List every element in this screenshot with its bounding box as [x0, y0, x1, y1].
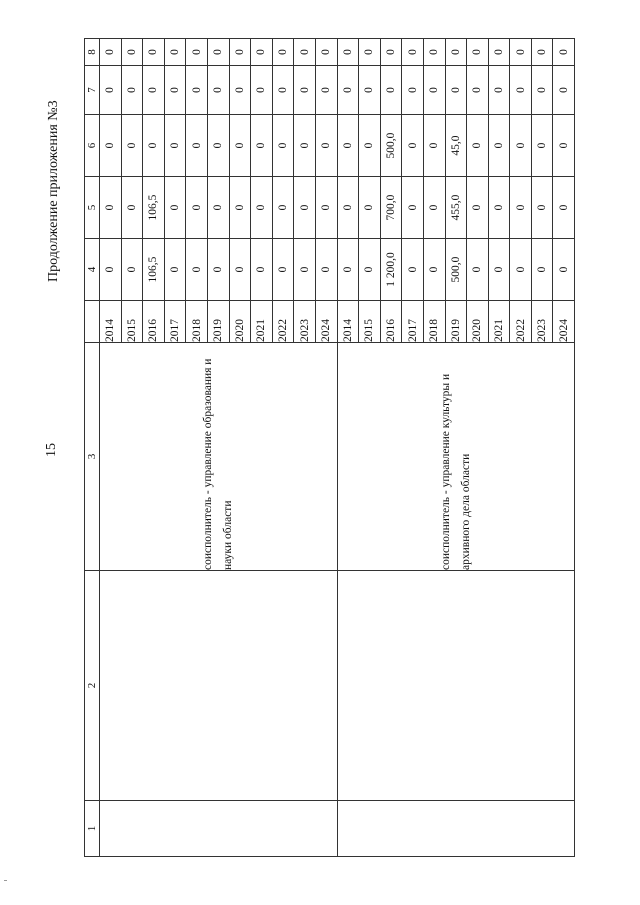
table-row: [100, 39, 122, 857]
value-col-8: 0: [423, 39, 445, 66]
appendix-table: [84, 38, 575, 857]
value-col-5: 0: [315, 177, 337, 239]
value-col-6: 0: [467, 115, 489, 177]
value-col-5: 0: [294, 177, 316, 239]
value-col-7: 0: [315, 66, 337, 115]
value-col-4: 0: [402, 239, 424, 301]
value-col-4: 0: [510, 239, 532, 301]
year-cell: 2024: [553, 301, 575, 343]
value-col-6: 0: [510, 115, 532, 177]
value-col-7: 0: [510, 66, 532, 115]
value-col-5: 0: [337, 177, 359, 239]
year-cell: 2014: [337, 301, 359, 343]
value-col-6: 0: [100, 115, 122, 177]
year-cell: 2014: [100, 301, 122, 343]
value-col-7: 0: [164, 66, 186, 115]
value-col-7: 0: [402, 66, 424, 115]
value-col-6: 0: [186, 115, 208, 177]
value-col-5: 0: [510, 177, 532, 239]
year-cell: 2020: [229, 301, 251, 343]
header-col-2: 2: [85, 571, 100, 801]
value-col-8: 0: [143, 39, 165, 66]
table-body: [100, 39, 575, 857]
value-col-8: 0: [553, 39, 575, 66]
value-col-8: 0: [251, 39, 273, 66]
value-col-6: 0: [402, 115, 424, 177]
group-col-2: [100, 571, 338, 801]
value-col-4: 0: [531, 239, 553, 301]
value-col-5: 0: [229, 177, 251, 239]
value-col-4: 0: [315, 239, 337, 301]
value-col-4: 500,0: [445, 239, 467, 301]
value-col-6: 0: [164, 115, 186, 177]
value-col-5: 0: [272, 177, 294, 239]
value-col-5: 106,5: [143, 177, 165, 239]
value-col-4: 1 200,0: [380, 239, 402, 301]
value-col-8: 0: [445, 39, 467, 66]
value-col-4: 0: [207, 239, 229, 301]
value-col-6: 0: [143, 115, 165, 177]
year-cell: 2015: [359, 301, 381, 343]
year-cell: 2018: [186, 301, 208, 343]
year-cell: 2022: [272, 301, 294, 343]
value-col-8: 0: [272, 39, 294, 66]
value-col-8: 0: [207, 39, 229, 66]
year-cell: 2023: [531, 301, 553, 343]
value-col-6: 0: [121, 115, 143, 177]
value-col-8: 0: [380, 39, 402, 66]
value-col-8: 0: [164, 39, 186, 66]
table-row: [337, 39, 359, 857]
value-col-4: 0: [272, 239, 294, 301]
year-cell: 2024: [315, 301, 337, 343]
value-col-4: 0: [553, 239, 575, 301]
value-col-6: 0: [553, 115, 575, 177]
value-col-4: 0: [251, 239, 273, 301]
value-col-4: 0: [423, 239, 445, 301]
value-col-6: 0: [207, 115, 229, 177]
value-col-6: 0: [272, 115, 294, 177]
value-col-6: 0: [423, 115, 445, 177]
value-col-8: 0: [488, 39, 510, 66]
year-cell: 2019: [207, 301, 229, 343]
value-col-5: 0: [251, 177, 273, 239]
header-row: [85, 39, 100, 857]
value-col-5: 0: [423, 177, 445, 239]
executor-cell: соисполнитель - управление культуры и архивного дела области: [337, 343, 575, 571]
header-col-8: 8: [85, 39, 100, 66]
header-col-3: 3: [85, 343, 100, 571]
value-col-4: 0: [186, 239, 208, 301]
value-col-8: 0: [229, 39, 251, 66]
value-col-5: 0: [402, 177, 424, 239]
value-col-5: 0: [467, 177, 489, 239]
value-col-6: 0: [531, 115, 553, 177]
header-col-year: [85, 301, 100, 343]
year-cell: 2017: [164, 301, 186, 343]
header-col-4: 4: [85, 239, 100, 301]
year-cell: 2016: [380, 301, 402, 343]
value-col-5: 0: [359, 177, 381, 239]
value-col-8: 0: [186, 39, 208, 66]
value-col-5: 0: [488, 177, 510, 239]
value-col-4: 0: [337, 239, 359, 301]
year-cell: 2019: [445, 301, 467, 343]
executor-cell: соисполнитель - управление образования и науки области: [100, 343, 338, 571]
value-col-5: 0: [164, 177, 186, 239]
group-col-1: [337, 801, 575, 857]
value-col-4: 0: [164, 239, 186, 301]
value-col-6: 0: [359, 115, 381, 177]
value-col-8: 0: [467, 39, 489, 66]
value-col-7: 0: [207, 66, 229, 115]
header-col-7: 7: [85, 66, 100, 115]
value-col-6: 45,0: [445, 115, 467, 177]
value-col-4: 0: [359, 239, 381, 301]
value-col-7: 0: [553, 66, 575, 115]
year-cell: 2016: [143, 301, 165, 343]
value-col-4: 0: [294, 239, 316, 301]
value-col-6: 0: [337, 115, 359, 177]
value-col-5: 0: [100, 177, 122, 239]
value-col-8: 0: [100, 39, 122, 66]
value-col-7: 0: [380, 66, 402, 115]
value-col-7: 0: [272, 66, 294, 115]
value-col-5: 0: [531, 177, 553, 239]
value-col-4: 0: [488, 239, 510, 301]
value-col-7: 0: [100, 66, 122, 115]
value-col-7: 0: [423, 66, 445, 115]
header-col-6: 6: [85, 115, 100, 177]
header-col-1: 1: [85, 801, 100, 857]
year-cell: 2018: [423, 301, 445, 343]
year-cell: 2015: [121, 301, 143, 343]
value-col-7: 0: [143, 66, 165, 115]
value-col-7: 0: [229, 66, 251, 115]
value-col-8: 0: [531, 39, 553, 66]
year-cell: 2021: [251, 301, 273, 343]
value-col-7: 0: [251, 66, 273, 115]
value-col-4: 0: [467, 239, 489, 301]
value-col-5: 0: [121, 177, 143, 239]
value-col-8: 0: [402, 39, 424, 66]
value-col-7: 0: [467, 66, 489, 115]
value-col-7: 0: [294, 66, 316, 115]
value-col-7: 0: [359, 66, 381, 115]
value-col-8: 0: [359, 39, 381, 66]
value-col-6: 0: [251, 115, 273, 177]
value-col-8: 0: [294, 39, 316, 66]
value-col-5: 0: [186, 177, 208, 239]
value-col-6: 0: [229, 115, 251, 177]
value-col-7: 0: [488, 66, 510, 115]
value-col-7: 0: [186, 66, 208, 115]
value-col-7: 0: [337, 66, 359, 115]
value-col-6: 0: [488, 115, 510, 177]
header-col-5: 5: [85, 177, 100, 239]
scan-mark: [4, 880, 7, 881]
value-col-7: 0: [121, 66, 143, 115]
value-col-4: 106,5: [143, 239, 165, 301]
group-col-1: [100, 801, 338, 857]
page-number: 15: [44, 443, 59, 457]
value-col-8: 0: [315, 39, 337, 66]
value-col-7: 0: [445, 66, 467, 115]
value-col-5: 455,0: [445, 177, 467, 239]
continuation-label: Продолжение приложения №3: [46, 100, 61, 282]
year-cell: 2023: [294, 301, 316, 343]
value-col-4: 0: [229, 239, 251, 301]
value-col-7: 0: [531, 66, 553, 115]
value-col-6: 0: [294, 115, 316, 177]
value-col-5: 700,0: [380, 177, 402, 239]
value-col-5: 0: [207, 177, 229, 239]
year-cell: 2022: [510, 301, 532, 343]
value-col-5: 0: [553, 177, 575, 239]
value-col-6: 500,0: [380, 115, 402, 177]
year-cell: 2017: [402, 301, 424, 343]
value-col-4: 0: [100, 239, 122, 301]
value-col-8: 0: [337, 39, 359, 66]
value-col-4: 0: [121, 239, 143, 301]
value-col-8: 0: [121, 39, 143, 66]
year-cell: 2021: [488, 301, 510, 343]
value-col-6: 0: [315, 115, 337, 177]
year-cell: 2020: [467, 301, 489, 343]
group-col-2: [337, 571, 575, 801]
value-col-8: 0: [510, 39, 532, 66]
